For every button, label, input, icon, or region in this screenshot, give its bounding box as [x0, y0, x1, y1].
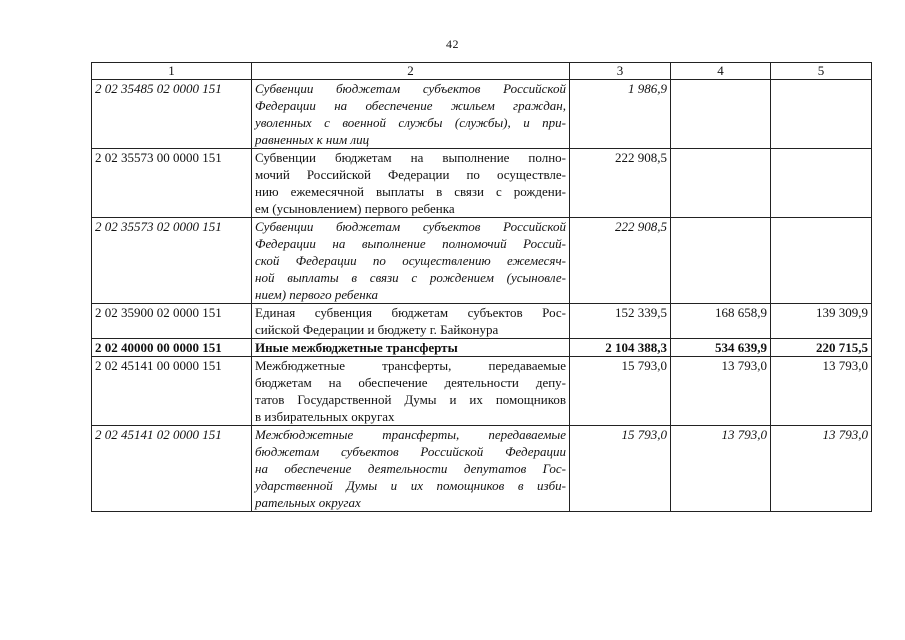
budget-code-cell: 2 02 45141 02 0000 151	[92, 426, 252, 512]
amount-cell-col5	[771, 149, 872, 218]
description-line: бюджетам субъектов Российской Федерации	[255, 444, 566, 459]
budget-code-cell: 2 02 45141 00 0000 151	[92, 357, 252, 426]
description-line: Межбюджетные трансферты, передаваемые	[255, 427, 566, 442]
description-cell	[252, 149, 570, 218]
description-line: уволенных с военной службы (службы), и при-	[255, 115, 566, 130]
description-line: Федерации на выполнение полномочий Россий-	[255, 236, 566, 251]
description-line: нию ежемесячной выплаты в связи с рождени-	[255, 184, 566, 199]
description-line: сийской Федерации и бюджету г. Байконура	[255, 322, 499, 337]
amount-cell-col5	[771, 80, 872, 149]
table-row	[92, 339, 872, 357]
amount-cell-col3: 1 986,9	[570, 80, 671, 149]
description-line: мочий Российской Федерации по осуществле-	[255, 167, 566, 182]
amount-cell-col4	[671, 218, 771, 304]
description-cell	[252, 357, 570, 426]
amount-cell-col5	[771, 218, 872, 304]
amount-cell-col3: 15 793,0	[570, 426, 671, 512]
description-line: рательных округах	[255, 495, 361, 510]
amount-cell-col5: 220 715,5	[771, 339, 872, 357]
amount-cell-col3: 222 908,5	[570, 149, 671, 218]
description-line: ем (усыновлением) первого ребенка	[255, 201, 455, 216]
amount-cell-col4: 13 793,0	[671, 357, 771, 426]
description-line: ской Федерации по осуществлению ежемесяч-	[255, 253, 566, 268]
description-line: нием) первого ребенка	[255, 287, 378, 302]
description-line: бюджетам на обеспечение деятельности депу-	[255, 375, 566, 390]
table-body	[92, 80, 872, 512]
description-line: Федерации на обеспечение жильем граждан,	[255, 98, 566, 113]
page-number: 42	[446, 37, 459, 51]
amount-cell-col4: 168 658,9	[671, 304, 771, 339]
budget-table	[91, 62, 872, 512]
description-line: Межбюджетные трансферты, передаваемые	[255, 358, 566, 373]
amount-cell-col4	[671, 149, 771, 218]
amount-cell-col4	[671, 80, 771, 149]
description-line: Субвенции бюджетам на выполнение полно-	[255, 150, 566, 165]
description-cell	[252, 426, 570, 512]
description-cell	[252, 218, 570, 304]
table-row	[92, 426, 872, 512]
table-row	[92, 80, 872, 149]
description-line: Субвенции бюджетам субъектов Российской	[255, 81, 566, 96]
amount-cell-col3: 152 339,5	[570, 304, 671, 339]
amount-cell-col3: 2 104 388,3	[570, 339, 671, 357]
table-row	[92, 304, 872, 339]
amount-cell-col4: 13 793,0	[671, 426, 771, 512]
description-line: ной выплаты в связи с рождением (усыновле-	[255, 270, 566, 285]
description-line: татов Государственной Думы и их помощников	[255, 392, 566, 407]
budget-code-cell: 2 02 35573 02 0000 151	[92, 218, 252, 304]
description-line: в избирательных округах	[255, 409, 395, 424]
header-row	[92, 63, 872, 80]
amount-cell-col5: 13 793,0	[771, 357, 872, 426]
description-line: Субвенции бюджетам субъектов Российской	[255, 219, 566, 234]
description-cell	[252, 339, 570, 357]
description-line: Единая субвенция бюджетам субъектов Рос-	[255, 305, 566, 320]
description-cell	[252, 304, 570, 339]
table-row	[92, 357, 872, 426]
amount-cell-col3: 222 908,5	[570, 218, 671, 304]
column-header-3: 3	[570, 63, 671, 80]
description-line: ударственной Думы и их помощников в изби-	[255, 478, 566, 493]
budget-code-cell: 2 02 35573 00 0000 151	[92, 149, 252, 218]
description-cell	[252, 80, 570, 149]
amount-cell-col5: 13 793,0	[771, 426, 872, 512]
column-header-1: 1	[92, 63, 252, 80]
amount-cell-col5: 139 309,9	[771, 304, 872, 339]
description-line: равненных к ним лиц	[255, 132, 370, 147]
table-row	[92, 218, 872, 304]
column-header-2: 2	[252, 63, 570, 80]
description-line: Иные межбюджетные трансферты	[255, 340, 458, 355]
budget-code-cell: 2 02 40000 00 0000 151	[92, 339, 252, 357]
budget-code-cell: 2 02 35485 02 0000 151	[92, 80, 252, 149]
table-row	[92, 149, 872, 218]
column-header-4: 4	[671, 63, 771, 80]
amount-cell-col4: 534 639,9	[671, 339, 771, 357]
column-header-5: 5	[771, 63, 872, 80]
budget-code-cell: 2 02 35900 02 0000 151	[92, 304, 252, 339]
description-line: на обеспечение деятельности депутатов Гос-	[255, 461, 566, 476]
amount-cell-col3: 15 793,0	[570, 357, 671, 426]
